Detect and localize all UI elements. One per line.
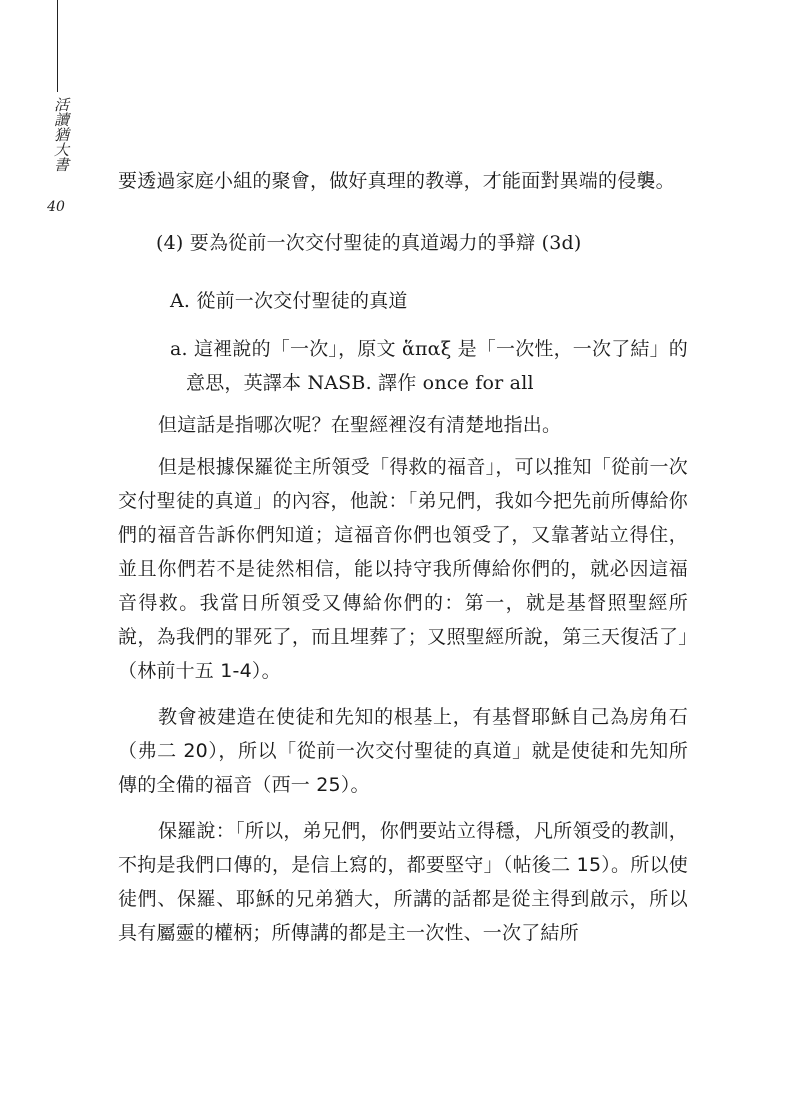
paragraph-5: 保羅說：「所以，弟兄們，你們要站立得穩，凡所領受的教訓，不拘是我們口傳的，是信上寫的，都要堅守」（帖後二 15）。所以使徒們、保羅、耶穌的兄弟猶大，所講的話都是從主得到啟示，所以具有屬靈的權柄；所傳講的都是主一次性、一次了結所 (118, 820, 688, 944)
margin-rule-line (57, 0, 58, 92)
paragraph-2: 但這話是指哪次呢？在聖經裡沒有清楚地指出。 (158, 414, 562, 436)
section-heading-4: (4) 要為從前一次交付聖徒的真道竭力的爭辯 (3d) (156, 232, 582, 254)
paragraph-1: 要透過家庭小組的聚會，做好真理的教導，才能面對異端的侵襲。 (118, 170, 675, 192)
list-item-a-line1: a. 這裡說的「一次」，原文 ἅπαξ 是「一次性，一次了結」的 (170, 338, 689, 360)
subheading-a: A. 從前一次交付聖徒的真道 (170, 290, 408, 312)
paragraph-4: 教會被建造在使徒和先知的根基上，有基督耶穌自己為房角石（弗二 20），所以「從前一次交付聖徒的真道」就是使徒和先知所傳的全備的福音（西一 25）。 (118, 706, 688, 796)
list-item-a (118, 332, 688, 400)
page-body (118, 164, 688, 950)
page-number: 40 (47, 199, 65, 215)
paragraph-3: 但是根據保羅從主所領受「得救的福音」，可以推知「從前一次交付聖徒的真道」的內容，他說：「弟兄們，我如今把先前所傳給你們的福音告訴你們知道；這福音你們也領受了，又靠著站立得住，並且你們若不是徒然相信，能以持守我所傳給你們的，就必因這福音得救。我當日所領受又傳給你們的：第一，就是基督照聖經所說，為我們的罪死了，而且埋葬了；又照聖經所說，第三天復活了」（林前十五 1-4）。 (118, 456, 688, 682)
running-book-title: 活讀猶大書 (52, 97, 70, 172)
list-item-a-line2: 意思，英譯本 NASB. 譯作 once for all (186, 372, 534, 394)
